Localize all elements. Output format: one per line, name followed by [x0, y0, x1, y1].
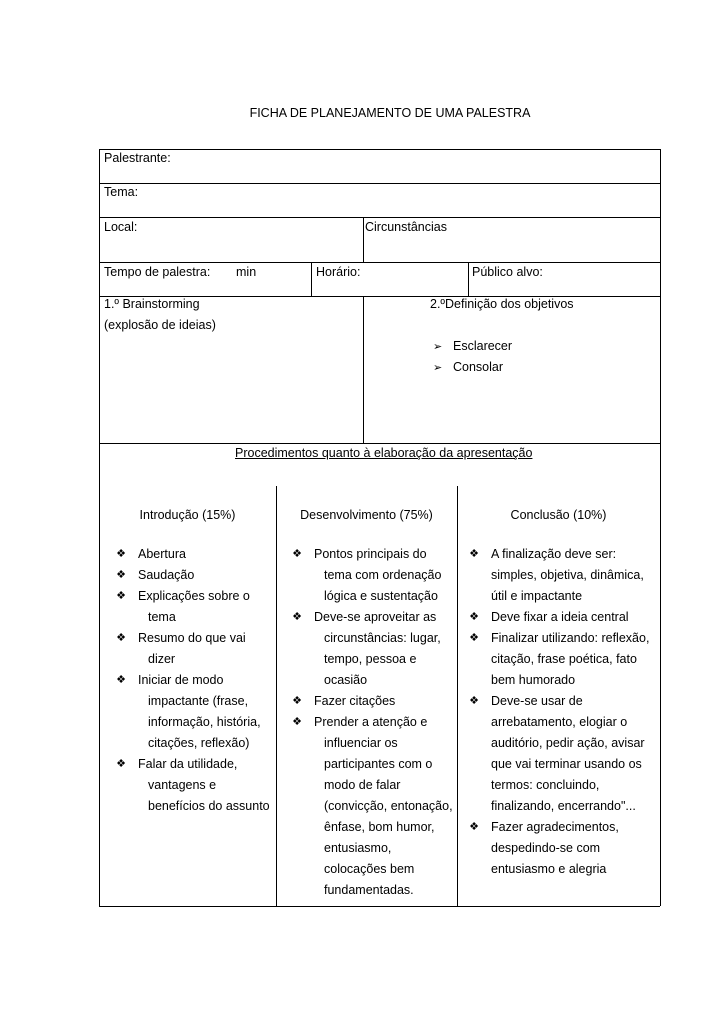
- list-item: [467, 691, 659, 817]
- list-item-line: que vai terminar usando os: [491, 757, 642, 771]
- list-item-line: (convicção, entonação,: [324, 799, 453, 813]
- list-item-line: tempo, pessoa e: [324, 652, 417, 666]
- diamond-bullet-icon: ❖: [469, 611, 479, 623]
- desenvolvimento-title: Desenvolvimento (75%): [300, 508, 433, 522]
- desenvolvimento-list: [290, 544, 455, 901]
- arrow-bullet-icon: ➢: [433, 362, 443, 374]
- list-item-line: Falar da utilidade,: [138, 757, 238, 771]
- list-item: [290, 691, 455, 712]
- list-item: [114, 565, 274, 586]
- list-item-line: útil e impactante: [491, 589, 583, 603]
- list-item-line: termos: concluindo,: [491, 778, 600, 792]
- list-item-line: Explicações sobre o: [138, 589, 250, 603]
- conclusao-title: Conclusão (10%): [510, 508, 607, 522]
- palestrante-field[interactable]: Palestrante:: [104, 151, 171, 165]
- list-item-line: Pontos principais do: [314, 547, 427, 561]
- diamond-bullet-icon: ❖: [292, 611, 302, 623]
- list-item-line: Resumo do que vai: [138, 631, 246, 645]
- diamond-bullet-icon: ❖: [116, 548, 126, 560]
- list-item-line: Saudação: [138, 568, 195, 582]
- list-item-line: impactante (frase,: [148, 694, 249, 708]
- list-item-line: lógica e sustentação: [324, 589, 438, 603]
- list-item: [114, 544, 274, 565]
- procedimentos-heading: Procedimentos quanto à elaboração da apresentação: [235, 446, 533, 460]
- list-item-line: tema: [148, 610, 176, 624]
- list-item: [467, 628, 659, 691]
- list-item-line: simples, objetiva, dinâmica,: [491, 568, 644, 582]
- list-item-line: Iniciar de modo: [138, 673, 224, 687]
- diamond-bullet-icon: ❖: [292, 548, 302, 560]
- conclusao-list: [467, 544, 659, 880]
- diamond-bullet-icon: ❖: [292, 716, 302, 728]
- list-item-line: Prender a atenção e: [314, 715, 428, 729]
- list-item: [114, 670, 274, 754]
- list-item-line: Deve-se aproveitar as: [314, 610, 437, 624]
- list-item: [114, 586, 274, 628]
- list-item-line: circunstâncias: lugar,: [324, 631, 441, 645]
- diamond-bullet-icon: ❖: [469, 632, 479, 644]
- diamond-bullet-icon: ❖: [116, 674, 126, 686]
- list-item-line: tema com ordenação: [324, 568, 442, 582]
- list-item-line: fundamentadas.: [324, 883, 414, 897]
- list-item-line: ênfase, bom humor,: [324, 820, 435, 834]
- list-item-line: entusiasmo,: [324, 841, 392, 855]
- diamond-bullet-icon: ❖: [116, 632, 126, 644]
- diamond-bullet-icon: ❖: [469, 548, 479, 560]
- list-item-line: participantes com o: [324, 757, 433, 771]
- list-item-line: dizer: [148, 652, 176, 666]
- list-item-line: entusiasmo e alegria: [491, 862, 607, 876]
- list-item: [290, 607, 455, 691]
- list-item: [467, 544, 659, 607]
- list-item-line: despedindo-se com: [491, 841, 601, 855]
- list-item-line: ocasião: [324, 673, 368, 687]
- horario-field[interactable]: Horário:: [316, 265, 361, 279]
- list-item: [114, 754, 274, 817]
- list-item-line: colocações bem: [324, 862, 415, 876]
- list-item-line: arrebatamento, elogiar o: [491, 715, 628, 729]
- list-item-line: citações, reflexão): [148, 736, 250, 750]
- objetivo-item: ➢ Consolar: [433, 360, 504, 374]
- list-item: [290, 544, 455, 607]
- list-item-line: Abertura: [138, 547, 186, 561]
- diamond-bullet-icon: ❖: [292, 695, 302, 707]
- brainstorming-label: 1.º Brainstorming: [104, 297, 200, 311]
- circunstancias-field[interactable]: Circunstâncias: [365, 220, 447, 234]
- list-item-line: Finalizar utilizando: reflexão,: [491, 631, 650, 645]
- list-item-line: bem humorado: [491, 673, 576, 687]
- list-item-line: benefícios do assunto: [148, 799, 270, 813]
- list-item-line: citação, frase poética, fato: [491, 652, 637, 666]
- brainstorming-sub: (explosão de ideias): [104, 318, 216, 332]
- objetivo-item: ➢ Esclarecer: [433, 339, 513, 353]
- publico-alvo-field[interactable]: Público alvo:: [472, 265, 543, 279]
- tempo-palestra-field[interactable]: Tempo de palestra:: [104, 265, 211, 279]
- list-item-line: finalizando, encerrando"...: [491, 799, 636, 813]
- tempo-unit-label: min: [236, 265, 257, 279]
- list-item-line: modo de falar: [324, 778, 401, 792]
- list-item-line: Fazer agradecimentos,: [491, 820, 619, 834]
- local-field[interactable]: Local:: [104, 220, 138, 234]
- diamond-bullet-icon: ❖: [116, 758, 126, 770]
- list-item-line: influenciar os: [324, 736, 398, 750]
- tema-field[interactable]: Tema:: [104, 185, 139, 199]
- list-item-line: informação, história,: [148, 715, 261, 729]
- list-item-line: Deve fixar a ideia central: [491, 610, 629, 624]
- list-item-line: Fazer citações: [314, 694, 396, 708]
- page-title: FICHA DE PLANEJAMENTO DE UMA PALESTRA: [249, 106, 531, 120]
- introducao-title: Introdução (15%): [139, 508, 236, 522]
- list-item-line: vantagens e: [148, 778, 217, 792]
- list-item-line: A finalização deve ser:: [491, 547, 617, 561]
- list-item: [290, 712, 455, 901]
- list-item-line: auditório, pedir ação, avisar: [491, 736, 645, 750]
- list-item: [114, 628, 274, 670]
- diamond-bullet-icon: ❖: [116, 569, 126, 581]
- arrow-bullet-icon: ➢: [433, 341, 443, 353]
- objetivos-label: 2.ºDefinição dos objetivos: [430, 297, 574, 311]
- introducao-list: [114, 544, 274, 817]
- diamond-bullet-icon: ❖: [469, 821, 479, 833]
- diamond-bullet-icon: ❖: [116, 590, 126, 602]
- list-item: [467, 607, 659, 628]
- list-item: [467, 817, 659, 880]
- list-item-line: Deve-se usar de: [491, 694, 583, 708]
- diamond-bullet-icon: ❖: [469, 695, 479, 707]
